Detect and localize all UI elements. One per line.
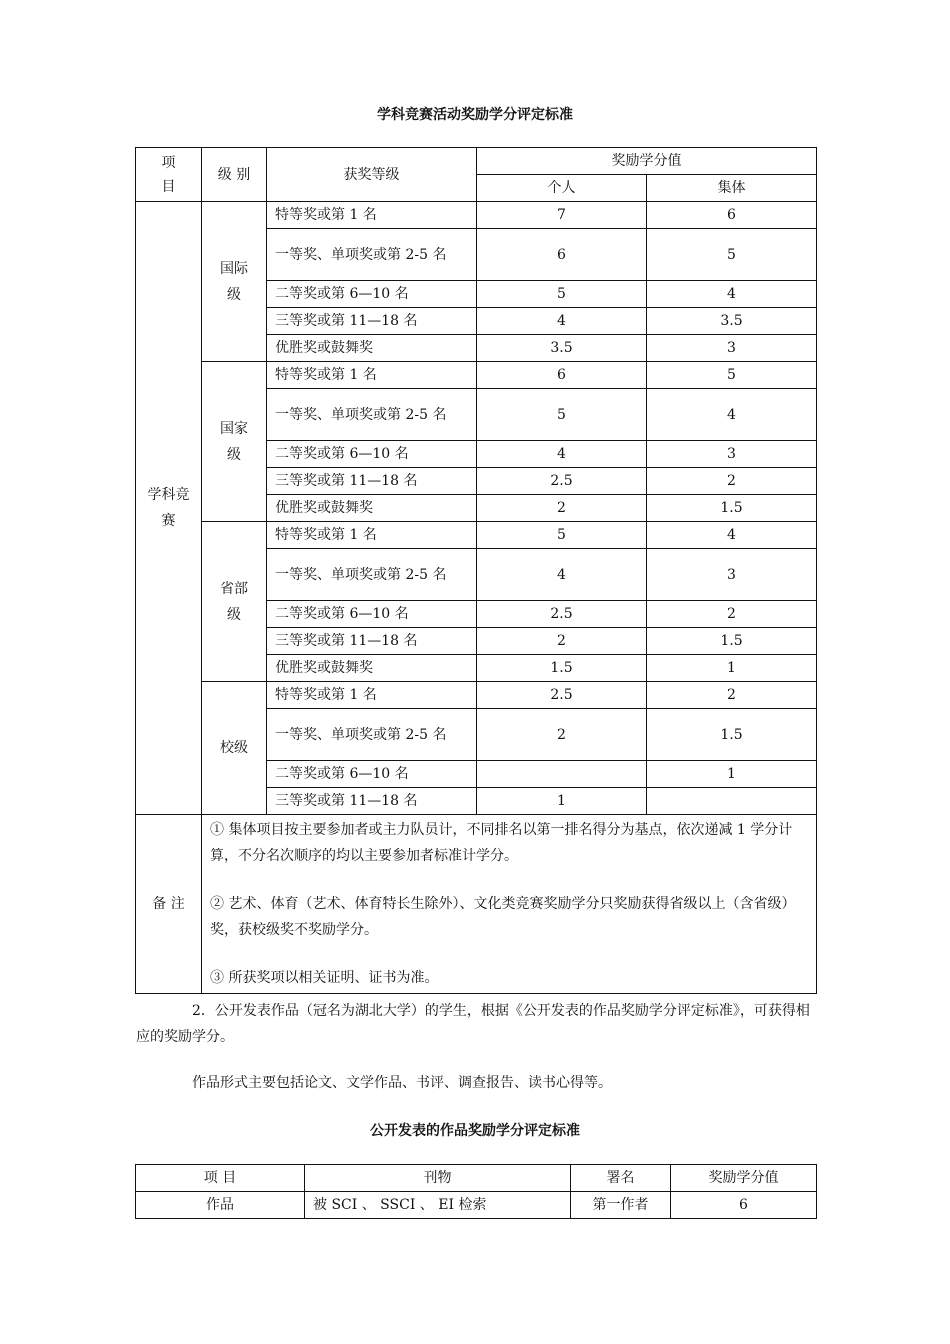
t1-personal-value: 2.5 [477, 468, 647, 495]
t1-award: 二等奖或第 6—10 名 [267, 601, 477, 628]
t1-group-value: 2 [647, 468, 817, 495]
t1-note: ③ 所获奖项以相关证明、证书为准。 [210, 970, 439, 986]
t1-group-value: 5 [647, 362, 817, 389]
t2-cell-credit: 6 [671, 1192, 817, 1219]
t1-group-value: 1 [647, 655, 817, 682]
t1-award: 二等奖或第 6—10 名 [267, 761, 477, 788]
t1-award: 优胜奖或鼓舞奖 [267, 495, 477, 522]
t1-group-value [647, 788, 817, 815]
t1-notes-label: 备 注 [136, 815, 202, 994]
t1-notes [202, 815, 817, 994]
t1-group-value: 1.5 [647, 628, 817, 655]
t1-header-personal: 个人 [477, 175, 647, 202]
t1-award: 二等奖或第 6—10 名 [267, 441, 477, 468]
t1-group-value: 4 [647, 281, 817, 308]
t1-group-value: 6 [647, 202, 817, 229]
paragraph-work-forms: 作品形式主要包括论文、文学作品、书评、调查报告、读书心得等。 [192, 1075, 612, 1091]
t2-cell-authorship: 第一作者 [571, 1192, 671, 1219]
t1-personal-value: 5 [477, 389, 647, 441]
t1-group-value: 1 [647, 761, 817, 788]
t1-award: 优胜奖或鼓舞奖 [267, 335, 477, 362]
t1-personal-value: 3.5 [477, 335, 647, 362]
t1-award: 一等奖、单项奖或第 2-5 名 [267, 389, 477, 441]
t1-award: 特等奖或第 1 名 [267, 682, 477, 709]
t1-award: 三等奖或第 11—18 名 [267, 628, 477, 655]
t1-award: 三等奖或第 11—18 名 [267, 788, 477, 815]
t1-group-value: 4 [647, 522, 817, 549]
t1-personal-value: 2 [477, 495, 647, 522]
t2-cell-journal: 被 SCI 、 SSCI 、 EI 检索 [305, 1192, 571, 1219]
t1-personal-value [477, 761, 647, 788]
t1-level: 国际 级 [202, 202, 267, 362]
t1-note: ② 艺术、体育（艺术、体育特长生除外）、文化类竞赛奖励学分只奖励获得省级以上（含省级）奖，获校级奖不奖励学分。 [210, 896, 796, 938]
t1-award: 特等奖或第 1 名 [267, 202, 477, 229]
t1-award: 特等奖或第 1 名 [267, 522, 477, 549]
t1-level: 校级 [202, 682, 267, 815]
table2-title: 公开发表的作品奖励学分评定标准 [370, 1123, 580, 1139]
t1-personal-value: 7 [477, 202, 647, 229]
t1-personal-value: 2 [477, 709, 647, 761]
award-credit-table [135, 147, 817, 994]
t1-personal-value: 6 [477, 362, 647, 389]
t1-group-value: 4 [647, 389, 817, 441]
t1-group-value: 1.5 [647, 495, 817, 522]
t1-personal-value: 5 [477, 281, 647, 308]
t2-header-authorship: 署名 [571, 1165, 671, 1192]
t1-award: 一等奖、单项奖或第 2-5 名 [267, 229, 477, 281]
t1-personal-value: 1 [477, 788, 647, 815]
t1-personal-value: 2.5 [477, 601, 647, 628]
t1-group-value: 3 [647, 549, 817, 601]
t1-award: 优胜奖或鼓舞奖 [267, 655, 477, 682]
t2-header-journal: 刊物 [305, 1165, 571, 1192]
t1-level: 国家 级 [202, 362, 267, 522]
t1-personal-value: 2 [477, 628, 647, 655]
t1-level: 省部 级 [202, 522, 267, 682]
t1-group-value: 3.5 [647, 308, 817, 335]
t1-header-level: 级 别 [202, 148, 267, 202]
t1-award: 三等奖或第 11—18 名 [267, 308, 477, 335]
t1-award: 一等奖、单项奖或第 2-5 名 [267, 709, 477, 761]
t1-header-group: 集体 [647, 175, 817, 202]
t2-cell-item: 作品 [136, 1192, 305, 1219]
t1-personal-value: 2.5 [477, 682, 647, 709]
t1-personal-value: 4 [477, 441, 647, 468]
t2-header-credit: 奖励学分值 [671, 1165, 817, 1192]
publication-credit-table [135, 1164, 817, 1219]
t1-group-value: 2 [647, 601, 817, 628]
t1-category: 学科竞 赛 [136, 202, 202, 815]
t1-header-award: 获奖等级 [267, 148, 477, 202]
t1-group-value: 1.5 [647, 709, 817, 761]
t1-personal-value: 6 [477, 229, 647, 281]
t2-header-item: 项 目 [136, 1165, 305, 1192]
t1-header-item: 项 目 [136, 148, 202, 202]
t1-header-credit: 奖励学分值 [477, 148, 817, 175]
table1-title: 学科竞赛活动奖励学分评定标准 [377, 107, 573, 123]
t1-personal-value: 4 [477, 549, 647, 601]
t1-group-value: 5 [647, 229, 817, 281]
t1-personal-value: 4 [477, 308, 647, 335]
t1-group-value: 2 [647, 682, 817, 709]
t1-award: 一等奖、单项奖或第 2-5 名 [267, 549, 477, 601]
t1-award: 二等奖或第 6—10 名 [267, 281, 477, 308]
t1-group-value: 3 [647, 441, 817, 468]
t1-note: ① 集体项目按主要参加者或主力队员计，不同排名以第一排名得分为基点，依次递减 1 学分计算，不分名次顺序的均以主要参加者标准计学分。 [210, 822, 793, 864]
paragraph-publication: 2．公开发表作品（冠名为湖北大学）的学生，根据《公开发表的作品奖励学分评定标准》，可获得相应的奖励学分。 [136, 1003, 810, 1045]
t1-personal-value: 5 [477, 522, 647, 549]
t1-award: 三等奖或第 11—18 名 [267, 468, 477, 495]
t1-award: 特等奖或第 1 名 [267, 362, 477, 389]
t1-personal-value: 1.5 [477, 655, 647, 682]
t1-group-value: 3 [647, 335, 817, 362]
